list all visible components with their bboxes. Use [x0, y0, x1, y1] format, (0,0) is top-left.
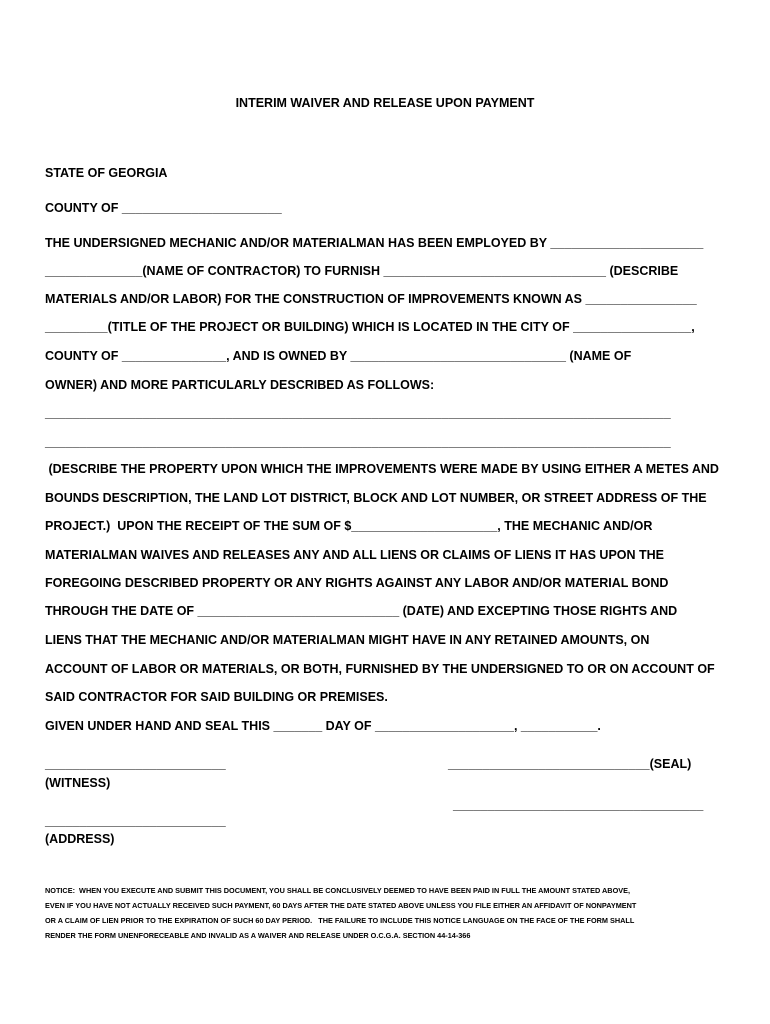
body-line: LIENS THAT THE MECHANIC AND/OR MATERIALMAN MIGHT HAVE IN ANY RETAINED AMOUNTS, ON: [45, 633, 650, 647]
body-line: MATERIALS AND/OR LABOR) FOR THE CONSTRUCTION OF IMPROVEMENTS KNOWN AS ________________: [45, 292, 697, 306]
body-line: ______________(NAME OF CONTRACTOR) TO FURNISH ________________________________ (DESCRIBE: [45, 264, 679, 278]
body-line: PROJECT.) UPON THE RECEIPT OF THE SUM OF $_____________________, THE MECHANIC AND/OR: [45, 519, 653, 533]
seal-signature-line: _____________________________(SEAL): [448, 757, 692, 771]
notice-line: NOTICE: WHEN YOU EXECUTE AND SUBMIT THIS DOCUMENT, YOU SHALL BE CONCLUSIVELY DEEMED TO HAVE BEEN PAID IN FULL THE AMOUNT STATED ABOVE,: [45, 886, 631, 895]
description-blank-line: __________________________________________________________________________________________: [45, 406, 671, 420]
description-blank-line: __________________________________________________________________________________________: [45, 435, 671, 449]
body-line: ACCOUNT OF LABOR OR MATERIALS, OR BOTH, FURNISHED BY THE UNDERSIGNED TO OR ON ACCOUNT OF: [45, 662, 715, 676]
state-label: STATE OF GEORGIA: [45, 166, 168, 180]
body-line: BOUNDS DESCRIPTION, THE LAND LOT DISTRICT, BLOCK AND LOT NUMBER, OR STREET ADDRESS OF THE: [45, 491, 707, 505]
body-line: SAID CONTRACTOR FOR SAID BUILDING OR PREMISES.: [45, 690, 388, 704]
body-line: (DESCRIBE THE PROPERTY UPON WHICH THE IMPROVEMENTS WERE MADE BY USING EITHER A METES AND: [45, 462, 719, 476]
county-field: COUNTY OF _______________________: [45, 201, 282, 215]
witness-signature-line: __________________________: [45, 757, 226, 771]
notice-line: RENDER THE FORM UNENFORECEABLE AND INVALID AS A WAIVER AND RELEASE UNDER O.C.G.A. SECTION 44-14-366: [45, 931, 471, 940]
body-line: THROUGH THE DATE OF _____________________________ (DATE) AND EXCEPTING THOSE RIGHTS AND: [45, 604, 678, 618]
given-under-hand-line: GIVEN UNDER HAND AND SEAL THIS _______ DAY OF ____________________, ___________.: [45, 719, 601, 733]
body-line: COUNTY OF _______________, AND IS OWNED BY _______________________________ (NAME OF: [45, 349, 632, 363]
witness-label: (WITNESS): [45, 776, 111, 790]
notice-line: OR A CLAIM OF LIEN PRIOR TO THE EXPIRATION OF SUCH 60 DAY PERIOD. THE FAILURE TO INCLUDE THIS NOTICE LANGUAGE ON THE FACE OF THE FORM SHALL: [45, 916, 635, 925]
body-line: _________(TITLE OF THE PROJECT OR BUILDING) WHICH IS LOCATED IN THE CITY OF _________________,: [45, 320, 695, 334]
body-line: FOREGOING DESCRIBED PROPERTY OR ANY RIGHTS AGAINST ANY LABOR AND/OR MATERIAL BOND: [45, 576, 669, 590]
address-label: (ADDRESS): [45, 832, 115, 846]
address-line: __________________________: [45, 814, 226, 828]
second-signature-line: ____________________________________: [453, 798, 704, 812]
notice-line: EVEN IF YOU HAVE NOT ACTUALLY RECEIVED SUCH PAYMENT, 60 DAYS AFTER THE DATE STATED ABOVE UNLESS YOU FILE EITHER AN AFFIDAVIT OF NONPAYMENT: [45, 901, 637, 910]
document-title: INTERIM WAIVER AND RELEASE UPON PAYMENT: [235, 96, 535, 110]
body-line: OWNER) AND MORE PARTICULARLY DESCRIBED AS FOLLOWS:: [45, 378, 435, 392]
body-line: MATERIALMAN WAIVES AND RELEASES ANY AND ALL LIENS OR CLAIMS OF LIENS IT HAS UPON THE: [45, 548, 665, 562]
body-line: THE UNDERSIGNED MECHANIC AND/OR MATERIALMAN HAS BEEN EMPLOYED BY ______________________: [45, 236, 704, 250]
